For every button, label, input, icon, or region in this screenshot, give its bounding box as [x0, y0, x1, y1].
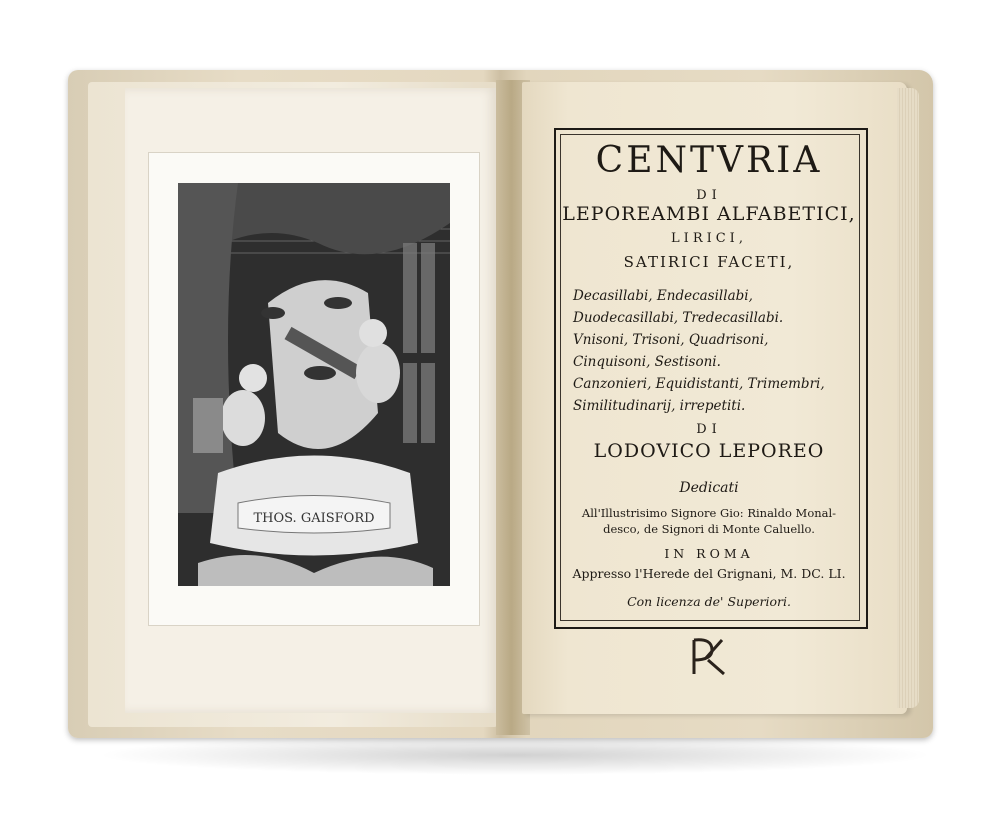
bookplate-name-ribbon: THOS. GAISFORD: [253, 511, 375, 526]
italic-line: Duodecasillabi, Tredecasillabi.: [573, 310, 784, 326]
title-author: LODOVICO LEPOREO: [593, 440, 825, 462]
imprint-city: IN ROMA: [664, 546, 754, 561]
dedication-line-1: All'Illustrisimo Signore Gio: Rinaldo Monal-: [581, 506, 837, 520]
italic-line: Canzonieri, Equidistanti, Trimembri,: [573, 376, 825, 392]
ownership-monogram-stamp: [682, 634, 732, 678]
title-di-1: DI: [696, 188, 722, 203]
italic-line: Decasillabi, Endecasillabi,: [573, 288, 753, 304]
title-main: CENTVRIA: [595, 140, 823, 181]
italic-line: Vnisoni, Trisoni, Quadrisoni,: [573, 332, 769, 348]
title-line-1: LEPOREAMBI ALFABETICI,: [562, 203, 856, 225]
imprint-line: Appresso l'Herede del Grignani, M. DC. LI.: [572, 566, 846, 581]
italic-line: Similitudinarij, irrepetiti.: [573, 398, 746, 414]
license-line: Con licenza de' Superiori.: [627, 594, 791, 609]
title-di-2: DI: [696, 422, 722, 437]
title-line-3: SATIRICI FACETI,: [623, 253, 795, 271]
bookplate-engraving: [178, 183, 450, 586]
dedication-label: Dedicati: [679, 480, 739, 496]
italic-line: Cinquisoni, Sestisoni.: [573, 354, 721, 370]
title-line-2: LIRICI,: [671, 231, 747, 246]
text-block-edges: [897, 88, 919, 708]
book-shadow: [95, 735, 935, 775]
dedication-line-2: desco, de Signori di Monte Caluello.: [603, 522, 815, 536]
